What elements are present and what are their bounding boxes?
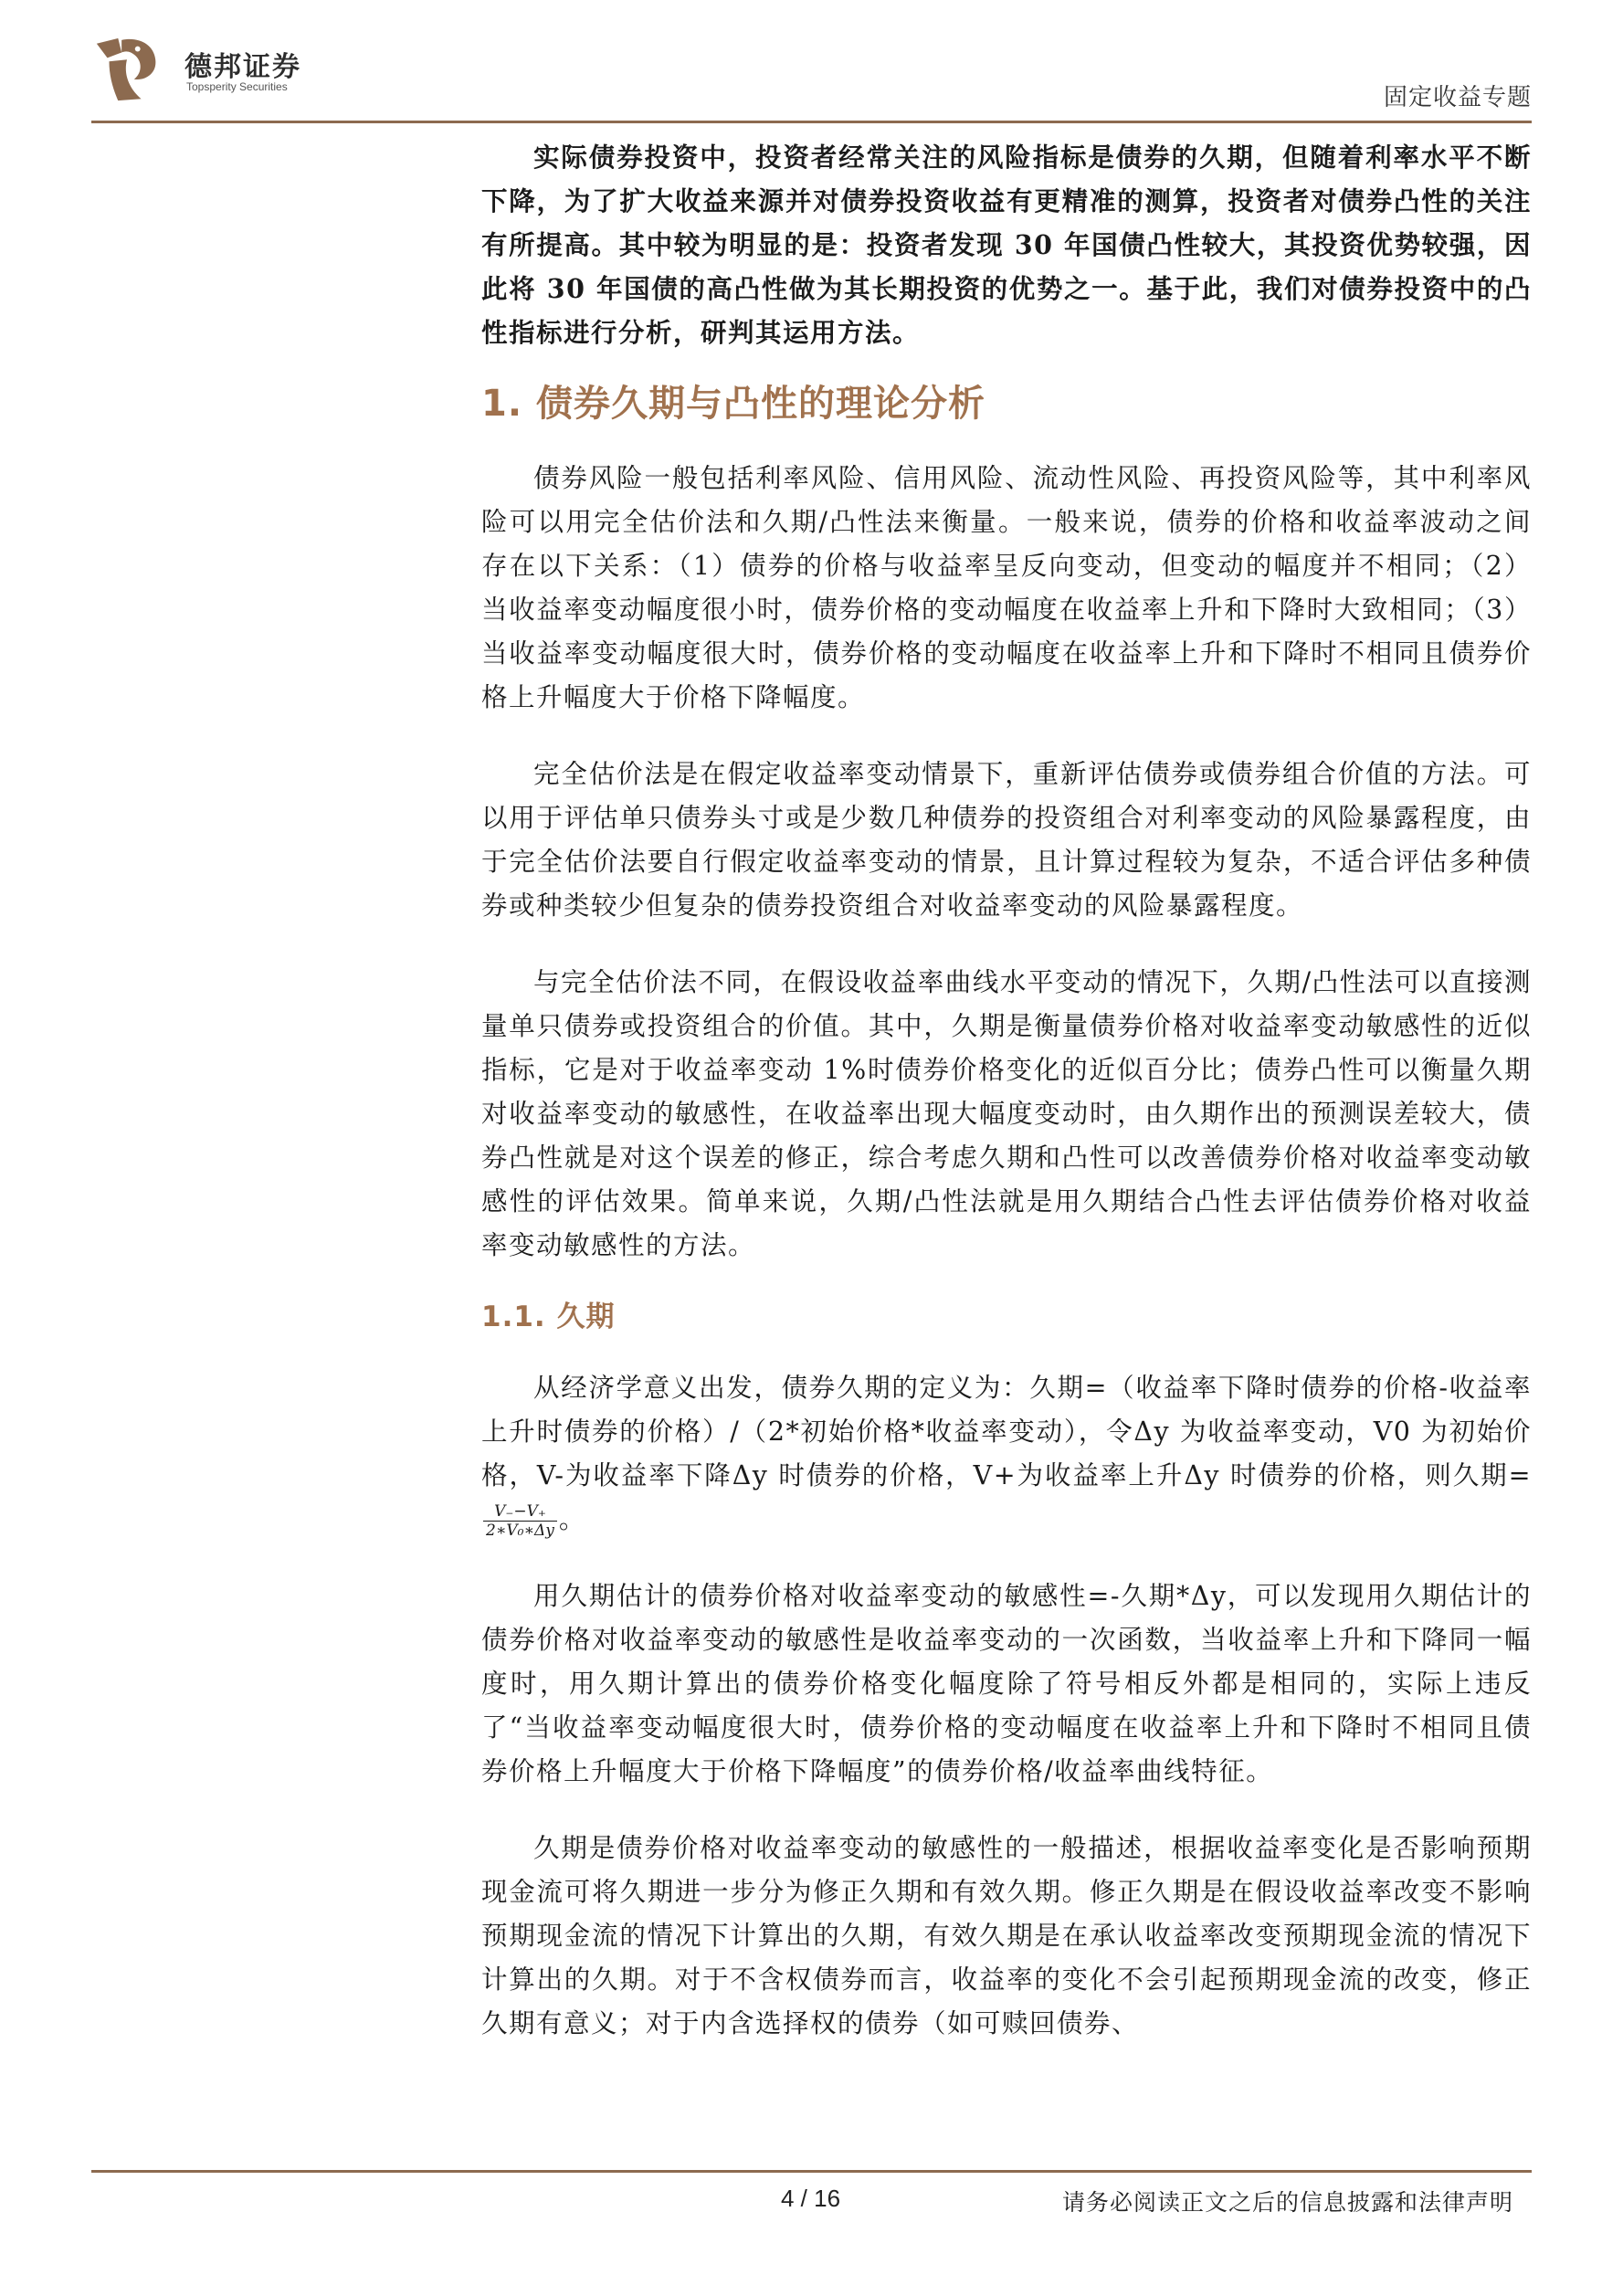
section-1-1-paragraph-2: 用久期估计的债券价格对收益率变动的敏感性=-久期*Δy，可以发现用久期估计的债券价格对收益率变动的敏感性是收益率变动的一次函数，当收益率上升和下降同一幅度时，用久期计算出的债券价格变化幅度除了符号相反外都是相同的，实际上违反了“当收益率变动幅度很大时，债券价格的变动幅度在收益率上升和下降时不相同且债券价格上升幅度大于价格下降幅度”的债券价格/收益率曲线特征。 (481, 1581, 1532, 1786)
brand-logo (91, 35, 393, 108)
duration-formula (483, 1502, 557, 1540)
logo-name-cn: 德邦证券 (184, 51, 301, 83)
section-1-heading: 1. 债券久期与凸性的理论分析 (481, 383, 985, 425)
duration-definition-text: 从经济学意义出发，债券久期的定义为：久期=（收益率下降时债券的价格-收益率上升时债券的价格）/（2*初始价格*收益率变动），令Δy 为收益率变动，V0 为初始价格，V-为收益率下降Δy 时债券的价格，V+为收益率上升Δy 时债券的价格，则久期= (481, 1373, 1532, 1490)
section-1-1-paragraph-1 (481, 1366, 1532, 1542)
section-1-1-paragraph-3: 久期是债券价格对收益率变动的敏感性的一般描述，根据收益率变化是否影响预期现金流可将久期进一步分为修正久期和有效久期。修正久期是在假设收益率改变不影响预期现金流的情况下计算出的久期，有效久期是在承认收益率改变预期现金流的情况下计算出的久期。对于不含权债券而言，收益率的变化不会引起预期现金流的改变，修正久期有意义；对于内含选择权的债券（如可赎回债券、 (481, 1833, 1532, 2038)
intro-paragraph: 实际债券投资中，投资者经常关注的风险指标是债券的久期，但随着利率水平不断下降，为了扩大收益来源并对债券投资收益有更精准的测算，投资者对债券凸性的关注有所提高。其中较为明显的是：投资者发现 30 年国债凸性较大，其投资优势较强，因此将 30 年国债的高凸性做为其长期投资的优势之一。基于此，我们对债券投资中的凸性指标进行分析，研判其运用方法。 (481, 142, 1532, 348)
section-1-paragraph-2: 完全估价法是在假定收益率变动情景下，重新评估债券或债券组合价值的方法。可以用于评估单只债券头寸或是少数几种债券的投资组合对利率变动的风险暴露程度，由于完全估价法要自行假定收益率变动的情景，且计算过程较为复杂，不适合评估多种债券或种类较少但复杂的债券投资组合对收益率变动的风险暴露程度。 (481, 759, 1532, 921)
formula-numerator: V₋−V₊ (483, 1502, 557, 1522)
logo-name-en: Topsperity Securities (186, 80, 288, 93)
section-title: 固定收益专题 (1383, 84, 1532, 111)
document-body (481, 135, 1532, 2046)
legal-disclaimer: 请务必阅读正文之后的信息披露和法律声明 (1061, 2189, 1513, 2216)
logo-icon (91, 35, 163, 106)
page-number: 4 / 16 (781, 2185, 841, 2212)
section-1-1-heading: 1.1. 久期 (481, 1301, 616, 1333)
section-1-paragraph-3: 与完全估价法不同，在假设收益率曲线水平变动的情况下，久期/凸性法可以直接测量单只债券或投资组合的价值。其中，久期是衡量债券价格对收益率变动敏感性的近似指标，它是对于收益率变动 1%时债券价格变化的近似百分比；债券凸性可以衡量久期对收益率变动的敏感性，在收益率出现大幅度变动时，由久期作出的预测误差较大，债券凸性就是对这个误差的修正，综合考虑久期和凸性可以改善债券价格对收益率变动敏感性的评估效果。简单来说，久期/凸性法就是用久期结合凸性去评估债券价格对收益率变动敏感性的方法。 (481, 967, 1532, 1260)
footer-divider (91, 2170, 1532, 2173)
formula-denominator: 2∗V₀∗Δy (486, 1522, 554, 1540)
section-1-paragraph-1: 债券风险一般包括利率风险、信用风险、流动性风险、再投资风险等，其中利率风险可以用完全估价法和久期/凸性法来衡量。一般来说，债券的价格和收益率波动之间存在以下关系：（1）债券的价格与收益率呈反向变动，但变动的幅度并不相同；（2）当收益率变动幅度很小时，债券价格的变动幅度在收益率上升和下降时大致相同；（3）当收益率变动幅度很大时，债券价格的变动幅度在收益率上升和下降时不相同且债券价格上升幅度大于价格下降幅度。 (481, 463, 1532, 712)
duration-definition-end: 。 (558, 1504, 586, 1534)
header-divider (91, 121, 1532, 123)
